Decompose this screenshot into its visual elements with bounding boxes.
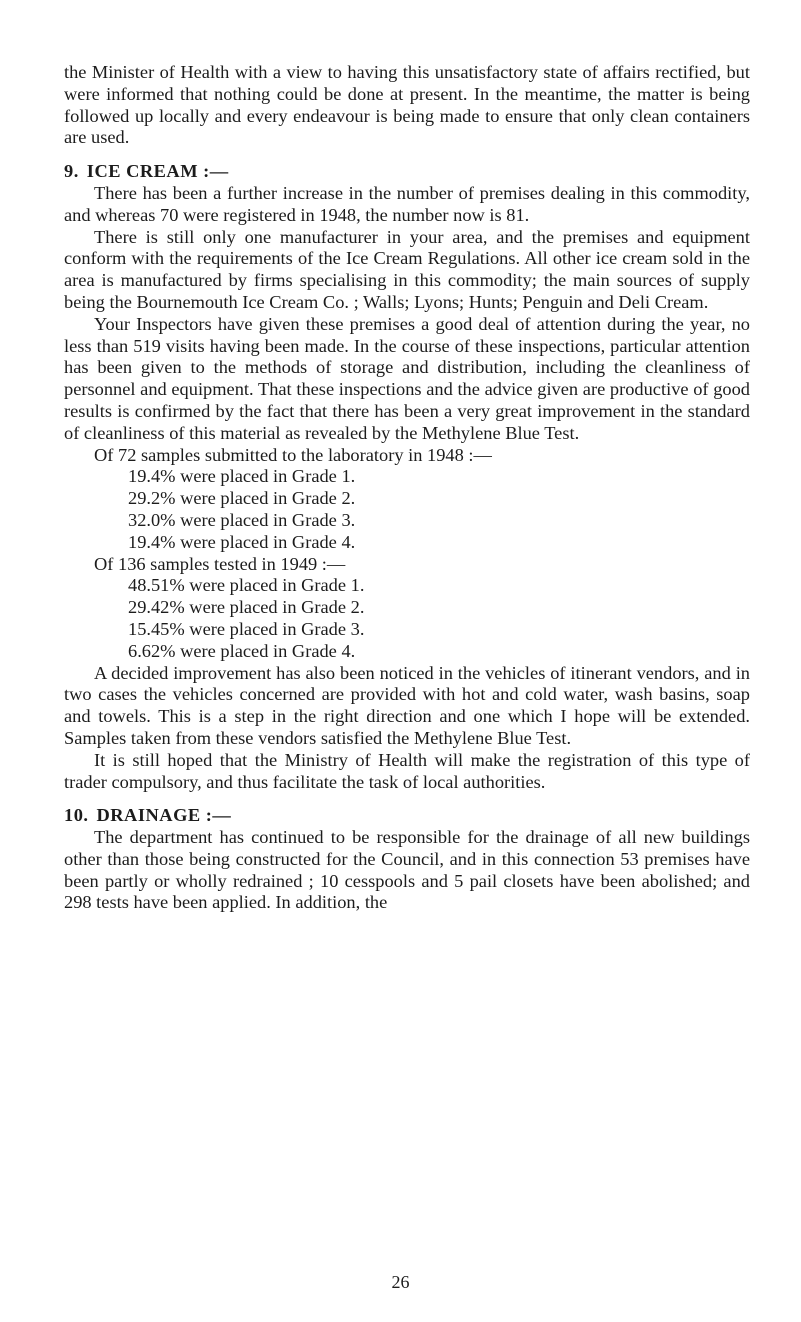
- section-title: ICE CREAM :—: [86, 161, 229, 182]
- samples-1948-list: [64, 466, 750, 553]
- samples-1948-intro: Of 72 samples submitted to the laboratory in 1948 :—: [94, 444, 492, 465]
- samples-1949-intro: Of 136 samples tested in 1949 :—: [94, 553, 346, 574]
- list-item: 19.4% were placed in Grade 4.: [128, 531, 356, 552]
- page-number: 26: [391, 1272, 410, 1292]
- list-item: 29.42% were placed in Grade 2.: [128, 597, 365, 618]
- list-item: 15.45% were placed in Grade 3.: [128, 618, 365, 639]
- list-item: 48.51% were placed in Grade 1.: [128, 575, 365, 596]
- list-item: 6.62% were placed in Grade 4.: [128, 640, 356, 661]
- section-heading-ice-cream: [64, 161, 750, 183]
- document-page: [64, 62, 750, 914]
- list-item: 29.2% were placed in Grade 2.: [128, 488, 356, 509]
- ice-cream-paragraph-1: There has been a further increase in the number of premises dealing in this commodity, and whereas 70 were registered in 1948, the number now is 81.: [64, 182, 750, 225]
- list-item: 32.0% were placed in Grade 3.: [128, 509, 356, 530]
- ice-cream-paragraph-2: There is still only one manufacturer in your area, and the premises and equipment conform with the requirements of the Ice Cream Regulations. All other ice cream sold in the area is manufactured by firms specialising in this commodity; the main sources of supply being the Bournemouth Ice Cream Co. ; Walls; Lyons; Hunts; Penguin and Deli Cream.: [64, 226, 750, 312]
- samples-1949-list: [64, 575, 750, 662]
- drainage-paragraph: The department has continued to be responsible for the drainage of all new buildings other than those being constructed for the Council, and in this connection 53 premises have been partly or wholly redrained ; 10 cesspools and 5 pail closets have been abolished; and 298 tests have been applied. In addition, the: [64, 827, 750, 913]
- section-title: DRAINAGE :—: [96, 805, 232, 826]
- ice-cream-closing-paragraph-2: It is still hoped that the Ministry of Health will make the registration of this type of trader compulsory, and thus facilitate the task of local authorities.: [64, 749, 750, 792]
- ice-cream-paragraph-3: Your Inspectors have given these premises a good deal of attention during the year, no less than 519 visits having been made. In the course of these inspections, particular attention has been given to the methods of storage and distribution, including the cleanliness of personnel and equipment. That these inspections and the advice given are productive of good results is confirmed by the fact that there has been a very great improvement in the standard of cleanliness of this material as revealed by the Methylene Blue Test.: [64, 313, 750, 443]
- list-item: 19.4% were placed in Grade 1.: [128, 466, 356, 487]
- section-number: 10.: [64, 805, 89, 826]
- section-number: 9.: [64, 161, 79, 182]
- ice-cream-closing-paragraph-1: A decided improvement has also been noticed in the vehicles of itinerant vendors, and in two cases the vehicles concerned are provided with hot and cold water, wash basins, soap and towels. This is a step in the right direction and one which I hope will be extended. Samples taken from these vendors satisfied the Methylene Blue Test.: [64, 662, 750, 748]
- intro-paragraph: the Minister of Health with a view to having this unsatisfactory state of affairs rectified, but were informed that nothing could be done at present. In the meantime, the matter is being followed up locally and every endeavour is being made to ensure that only clean containers are used.: [64, 62, 750, 148]
- section-heading-drainage: [64, 805, 750, 827]
